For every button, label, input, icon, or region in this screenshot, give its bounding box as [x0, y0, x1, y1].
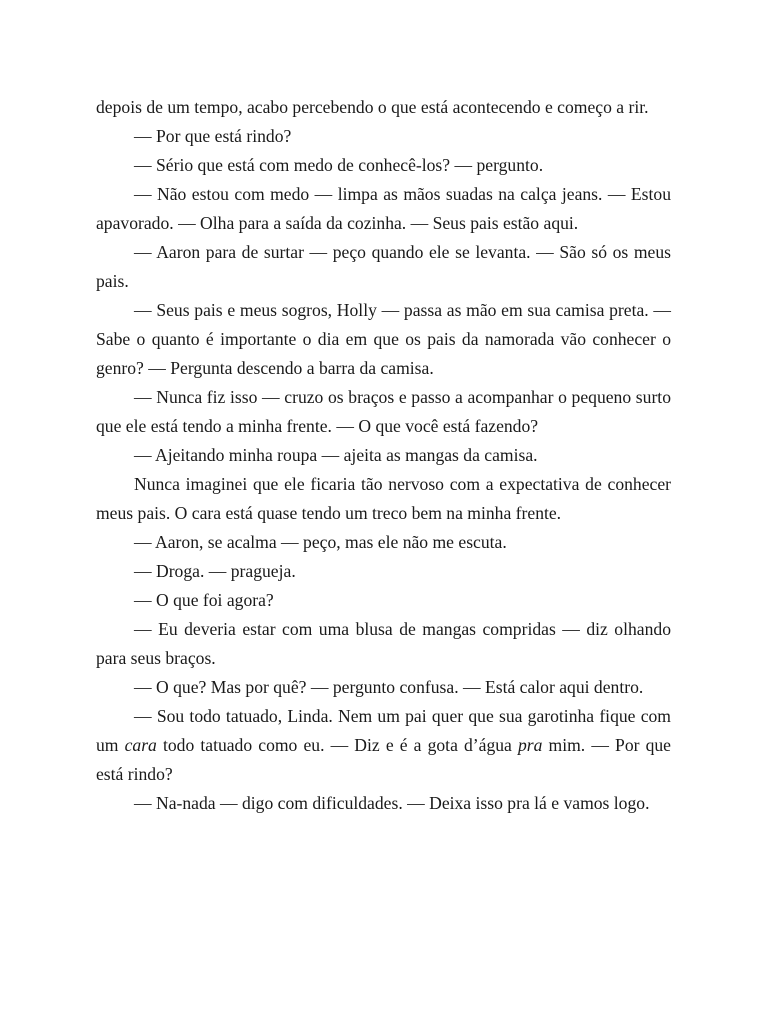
italic-word: cara — [124, 735, 157, 755]
paragraph — [96, 151, 671, 180]
paragraph-text: — Na-nada — digo com dificuldades. — Deixa isso pra lá e vamos logo. — [134, 793, 650, 813]
paragraph — [96, 441, 671, 470]
paragraph-text: — Não estou com medo — limpa as mãos suadas na calça jeans. — Estou apavorado. — Olha para a saída da cozinha. — Seus pais estão aqui. — [96, 184, 671, 233]
paragraph-text: — Seus pais e meus sogros, Holly — passa as mão em sua camisa preta. — Sabe o quanto é importante o dia em que os pais da namorada vão conhecer o genro? — Pergunta descendo a barra da camisa. — [96, 300, 671, 378]
paragraph — [96, 238, 671, 296]
paragraph — [96, 383, 671, 441]
paragraph — [96, 673, 671, 702]
paragraph-text: todo tatuado como eu. — Diz e é a gota d’água — [156, 735, 518, 755]
paragraph — [96, 93, 671, 122]
paragraph-text: — Droga. — pragueja. — [134, 561, 296, 581]
paragraph — [96, 470, 671, 528]
paragraph-text: — Sério que está com medo de conhecê-los? — pergunto. — [134, 155, 544, 175]
paragraph — [96, 296, 671, 383]
paragraph — [96, 528, 671, 557]
italic-word: pra — [517, 735, 543, 755]
paragraph-text: mim. — Por que está rindo? — [96, 735, 671, 784]
paragraph-text: Nunca imaginei que ele ficaria tão nervoso com a expectativa de conhecer meus pais. O cara está quase tendo um treco bem na minha frente. — [96, 474, 671, 523]
paragraph-text: — Eu deveria estar com uma blusa de mangas compridas — diz olhando para seus braços. — [96, 619, 671, 668]
paragraph — [96, 557, 671, 586]
paragraph-text: — Ajeitando minha roupa — ajeita as mangas da camisa. — [134, 445, 538, 465]
paragraph-text: — O que foi agora? — [134, 590, 274, 610]
paragraph-text: — Por que está rindo? — [134, 126, 292, 146]
paragraph — [96, 615, 671, 673]
paragraph-text: — Aaron, se acalma — peço, mas ele não me escuta. — [134, 532, 507, 552]
paragraph — [96, 702, 671, 789]
paragraph — [96, 180, 671, 238]
paragraph-text: — O que? Mas por quê? — pergunto confusa. — Está calor aqui dentro. — [134, 677, 644, 697]
paragraph-text: — Nunca fiz isso — cruzo os braços e passo a acompanhar o pequeno surto que ele está tendo a minha frente. — O que você está fazendo? — [96, 387, 671, 436]
paragraph — [96, 789, 671, 818]
paragraph-text: depois de um tempo, acabo percebendo o que está acontecendo e começo a rir. — [96, 97, 649, 117]
paragraph — [96, 122, 671, 151]
paragraph — [96, 586, 671, 615]
book-page-text — [96, 93, 671, 818]
paragraph-text: — Aaron para de surtar — peço quando ele se levanta. — São só os meus pais. — [96, 242, 671, 291]
paragraph-text: — Sou todo tatuado, Linda. Nem um pai quer que sua garotinha fique com um — [96, 706, 671, 755]
